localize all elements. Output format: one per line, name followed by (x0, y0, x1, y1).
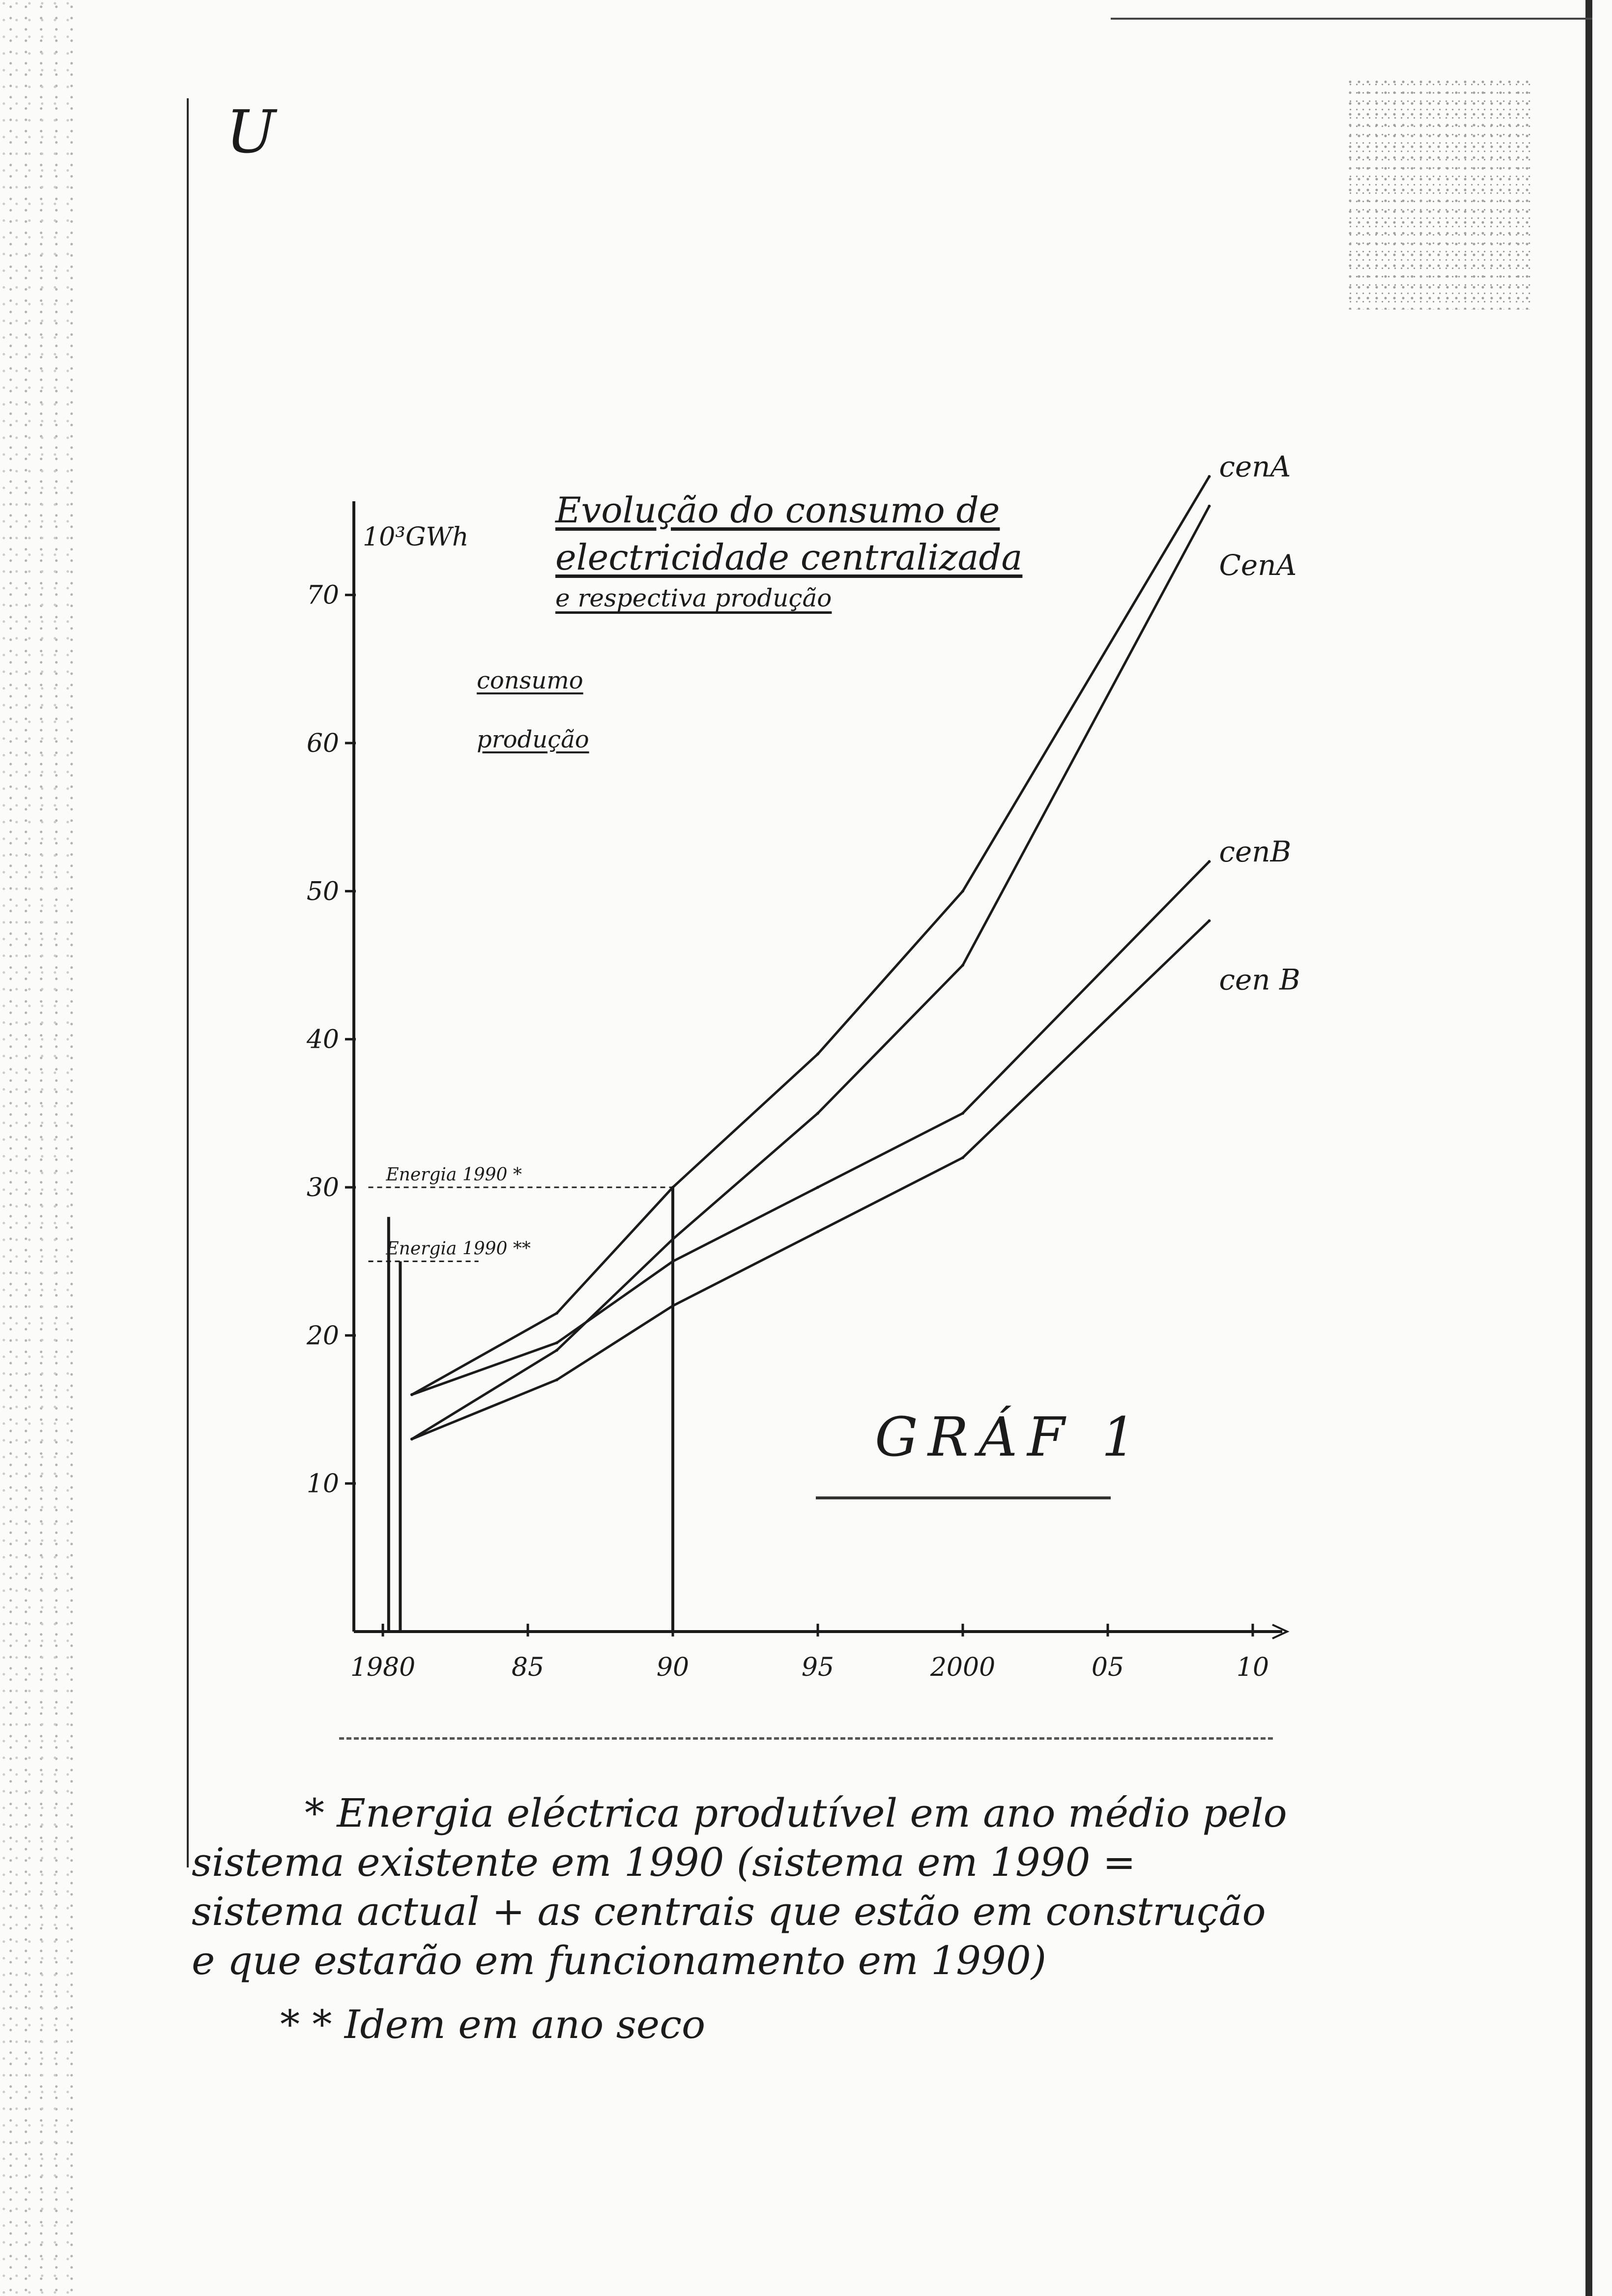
series-line-cenB (412, 861, 1209, 1395)
series-label-cenA: cenA (1219, 450, 1291, 484)
y-tick-label: 30 (306, 1173, 339, 1203)
series-point-cenB-prod (1208, 919, 1211, 922)
x-tick-label: 1980 (350, 1653, 416, 1682)
series-point-cenA (671, 1186, 674, 1189)
y-tick-label: 50 (306, 877, 339, 907)
graph-number-label: GRÁF 1 (875, 1406, 1146, 1468)
series-point-cenB (961, 1112, 964, 1115)
series-point-cenB-prod (816, 1230, 819, 1233)
series-point-CenA (555, 1349, 558, 1351)
y-tick-label: 60 (306, 729, 339, 758)
series-line-cenA (412, 477, 1209, 1395)
footnote-line-5: * * Idem em ano seco (280, 2002, 706, 2047)
legend-producao: produção (477, 726, 589, 753)
series-label-cenB-prod: cen B (1219, 963, 1300, 997)
x-tick-label: 85 (511, 1653, 545, 1682)
y-tick-label: 20 (306, 1321, 339, 1351)
footnote-line-4: e que estarão em funcionamento em 1990) (192, 1938, 1047, 1983)
chart-title-line-2: electricidade centralizada (555, 537, 1023, 578)
annotation-label-0: Energia 1990 * (386, 1165, 522, 1185)
x-tick-label: 2000 (930, 1653, 996, 1682)
x-tick-label: 10 (1236, 1653, 1269, 1682)
x-tick-label: 95 (801, 1653, 835, 1682)
series-point-cenB-prod (671, 1304, 674, 1307)
footnote-line-2: sistema existente em 1990 (sistema em 1990 = (192, 1839, 1136, 1885)
series-point-cenB (671, 1260, 674, 1263)
x-tick-label: 90 (656, 1653, 690, 1682)
y-tick-label: 40 (306, 1025, 339, 1055)
series-point-CenA (671, 1237, 674, 1240)
series-point-cenA (961, 890, 964, 892)
series-point-cenB (555, 1341, 558, 1344)
series-point-cenB (410, 1393, 413, 1396)
footnote-block (192, 1789, 1548, 2049)
series-line-CenA (412, 506, 1209, 1439)
series-point-cenB-prod (555, 1378, 558, 1381)
series-point-cenB (816, 1186, 819, 1189)
y-tick-label: 70 (306, 580, 339, 610)
series-point-CenA (816, 1112, 819, 1115)
x-tick-label: 05 (1091, 1653, 1124, 1682)
chart-bottom-rule (339, 1737, 1273, 1740)
chart-title-line-1: Evolução do consumo de (555, 489, 1000, 531)
series-point-CenA (961, 964, 964, 967)
chart-title-line-3: e respectiva produção (555, 584, 832, 612)
footnote-line-1: * Energia eléctrica produtível em ano médio pelo (305, 1790, 1287, 1836)
series-point-CenA (1208, 505, 1211, 508)
series-point-cenB-prod (961, 1156, 964, 1159)
y-axis-unit-label: 10³GWh (363, 522, 469, 552)
series-label-cenB: cenB (1219, 835, 1292, 869)
annotation-label-1: Energia 1990 ** (386, 1238, 531, 1259)
y-tick-label: 10 (306, 1469, 339, 1499)
series-point-cenB (1208, 860, 1211, 863)
series-line-cenB-prod (412, 921, 1209, 1439)
footnote-line-3: sistema actual + as centrais que estão em construção (192, 1889, 1266, 1934)
series-point-cenA (816, 1053, 819, 1056)
series-point-cenB-prod (410, 1437, 413, 1440)
series-point-cenA (555, 1312, 558, 1315)
corner-mark: U (226, 98, 276, 167)
series-label-CenA: CenA (1219, 548, 1297, 582)
legend-consumo: consumo (477, 667, 583, 694)
graph-number-underline (816, 1496, 1111, 1499)
series-point-cenA (1208, 475, 1211, 478)
